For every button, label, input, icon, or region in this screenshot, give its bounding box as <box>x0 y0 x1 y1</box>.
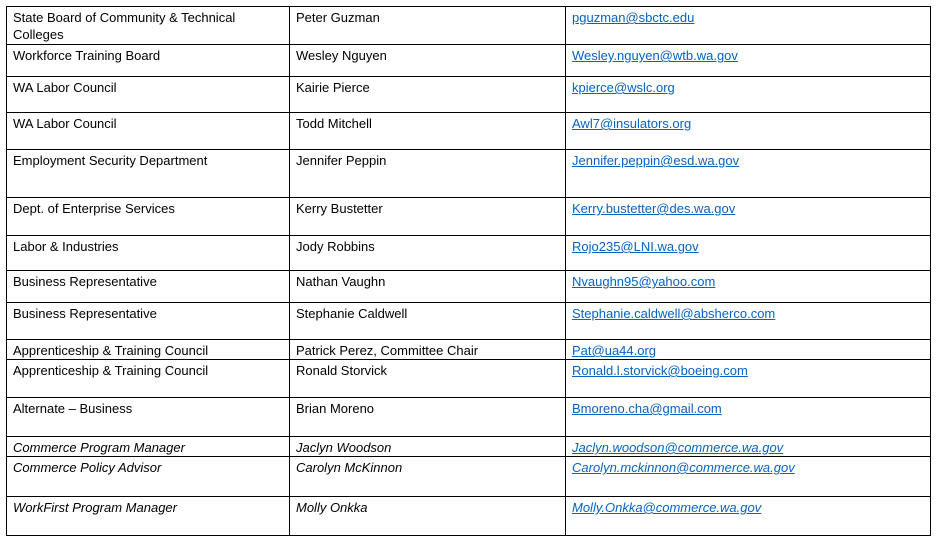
table-row <box>7 271 931 303</box>
contact-name-cell: Brian Moreno <box>290 398 566 437</box>
organization-cell: Apprenticeship & Training Council <box>7 360 290 398</box>
contact-name-cell: Jody Robbins <box>290 236 566 271</box>
table-row <box>7 236 931 271</box>
table-row <box>7 398 931 437</box>
organization-cell: Employment Security Department <box>7 150 290 198</box>
email-link[interactable]: pguzman@sbctc.edu <box>572 10 695 25</box>
contact-name-cell: Peter Guzman <box>290 7 566 45</box>
table-row <box>7 457 931 497</box>
table-row <box>7 497 931 536</box>
contact-name-cell: Jennifer Peppin <box>290 150 566 198</box>
email-link[interactable]: Awl7@insulators.org <box>572 116 692 131</box>
email-link[interactable]: Jennifer.peppin@esd.wa.gov <box>572 153 740 168</box>
organization-cell: WA Labor Council <box>7 77 290 113</box>
table-row <box>7 437 931 457</box>
contact-name-cell: Carolyn McKinnon <box>290 457 566 497</box>
contacts-table <box>6 6 931 536</box>
email-link[interactable]: kpierce@wslc.org <box>572 80 675 95</box>
organization-cell: WorkFirst Program Manager <box>7 497 290 536</box>
email-link[interactable]: Bmoreno.cha@gmail.com <box>572 401 722 416</box>
email-link[interactable]: Carolyn.mckinnon@commerce.wa.gov <box>572 460 795 475</box>
email-cell <box>566 45 931 77</box>
email-link[interactable]: Pat@ua44.org <box>572 343 657 358</box>
table-row <box>7 45 931 77</box>
table-row <box>7 360 931 398</box>
organization-cell: Commerce Program Manager <box>7 437 290 457</box>
contact-name-cell: Todd Mitchell <box>290 113 566 150</box>
organization-cell: Alternate – Business <box>7 398 290 437</box>
email-cell <box>566 113 931 150</box>
email-cell <box>566 497 931 536</box>
organization-cell: Business Representative <box>7 303 290 340</box>
email-link[interactable]: Molly.Onkka@commerce.wa.gov <box>572 500 762 515</box>
organization-cell: Business Representative <box>7 271 290 303</box>
email-link[interactable]: Kerry.bustetter@des.wa.gov <box>572 201 736 216</box>
organization-cell: Apprenticeship & Training Council <box>7 340 290 360</box>
email-cell <box>566 236 931 271</box>
email-cell <box>566 360 931 398</box>
table-row <box>7 340 931 360</box>
organization-cell: Labor & Industries <box>7 236 290 271</box>
contact-name-cell: Jaclyn Woodson <box>290 437 566 457</box>
email-cell <box>566 271 931 303</box>
email-link[interactable]: Wesley.nguyen@wtb.wa.gov <box>572 48 738 63</box>
email-cell <box>566 7 931 45</box>
contact-name-cell: Kerry Bustetter <box>290 198 566 236</box>
table-row <box>7 113 931 150</box>
email-cell <box>566 198 931 236</box>
table-row <box>7 77 931 113</box>
table-row <box>7 150 931 198</box>
email-link[interactable]: Jaclyn.woodson@commerce.wa.gov <box>572 440 784 455</box>
table-row <box>7 198 931 236</box>
organization-cell: WA Labor Council <box>7 113 290 150</box>
email-cell <box>566 150 931 198</box>
organization-cell: Dept. of Enterprise Services <box>7 198 290 236</box>
email-cell <box>566 340 931 360</box>
organization-cell: Workforce Training Board <box>7 45 290 77</box>
organization-cell: Commerce Policy Advisor <box>7 457 290 497</box>
email-link[interactable]: Stephanie.caldwell@absherco.com <box>572 306 776 321</box>
contact-name-cell: Molly Onkka <box>290 497 566 536</box>
email-cell <box>566 437 931 457</box>
organization-cell: State Board of Community & Technical Colleges <box>7 7 290 45</box>
email-link[interactable]: Ronald.l.storvick@boeing.com <box>572 363 748 378</box>
email-cell <box>566 77 931 113</box>
table-row <box>7 303 931 340</box>
email-cell <box>566 398 931 437</box>
email-link[interactable]: Rojo235@LNI.wa.gov <box>572 239 699 254</box>
contact-name-cell: Wesley Nguyen <box>290 45 566 77</box>
contact-name-cell: Ronald Storvick <box>290 360 566 398</box>
contact-name-cell: Patrick Perez, Committee Chair <box>290 340 566 360</box>
email-cell <box>566 457 931 497</box>
contact-name-cell: Kairie Pierce <box>290 77 566 113</box>
email-link[interactable]: Nvaughn95@yahoo.com <box>572 274 716 289</box>
contact-name-cell: Nathan Vaughn <box>290 271 566 303</box>
table-row <box>7 7 931 45</box>
contact-name-cell: Stephanie Caldwell <box>290 303 566 340</box>
email-cell <box>566 303 931 340</box>
